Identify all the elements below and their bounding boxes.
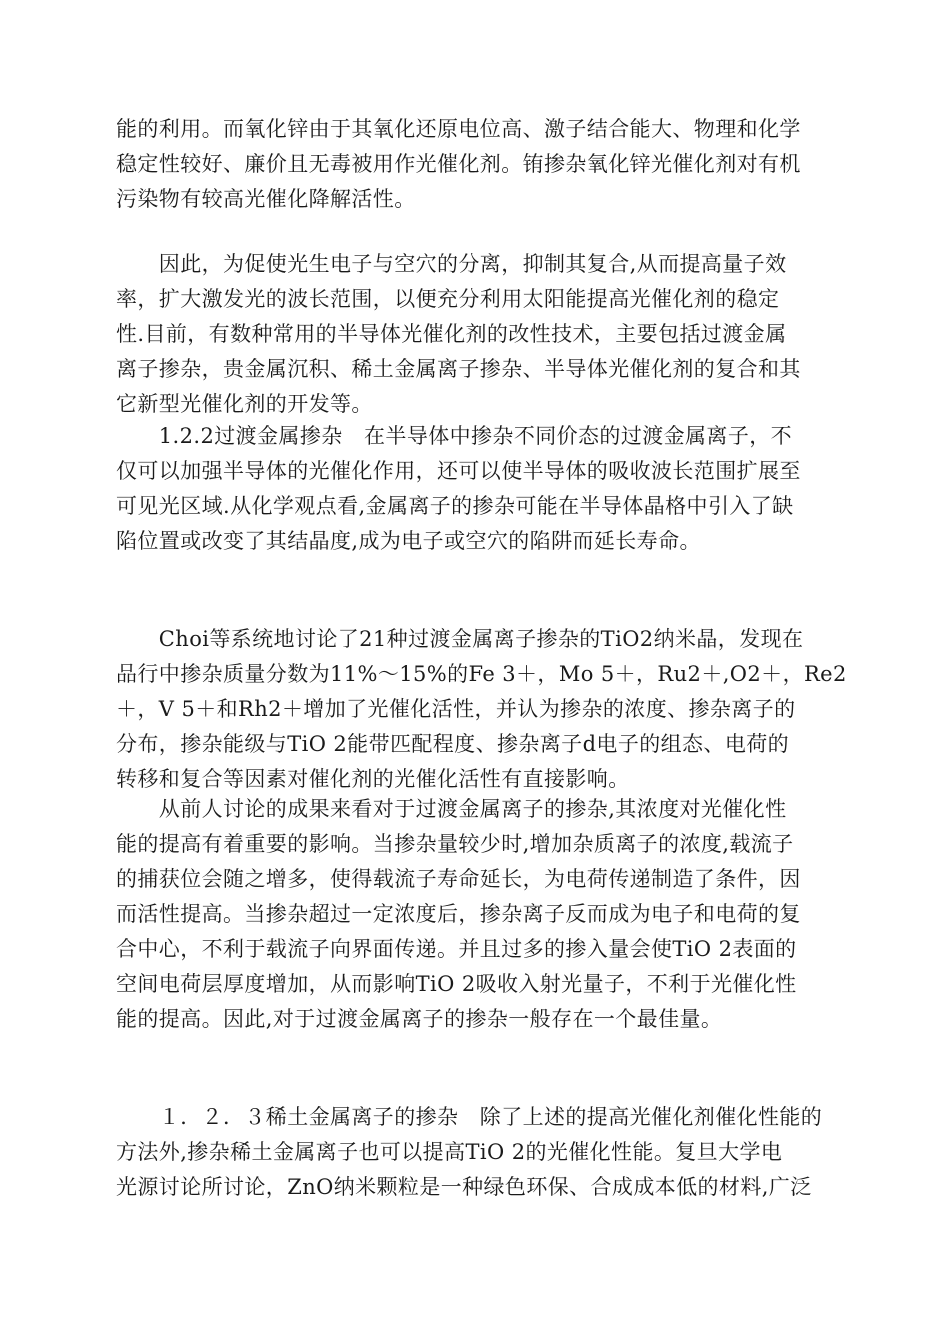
text-line: 仅可以加强半导体的光催化作用，还可以使半导体的吸收波长范围扩展至 — [116, 459, 801, 483]
text-line: 从前人讨论的成果来看对于过渡金属离子的掺杂,其浓度对光催化性 — [116, 797, 787, 821]
text-line: 1.2.2过渡金属掺杂 在半导体中掺杂不同价态的过渡金属离子，不 — [116, 424, 793, 448]
text-line: 的捕获位会随之增多，使得载流子寿命延长，为电荷传递制造了条件，因 — [116, 867, 801, 891]
text-line: 空间电荷层厚度增加，从而影响TiO 2吸收入射光量子，不利于光催化性 — [116, 972, 797, 996]
text-line: 离子掺杂，贵金属沉积、稀土金属离子掺杂、半导体光催化剂的复合和其 — [116, 357, 801, 381]
text-line: 污染物有较高光催化降解活性。 — [116, 187, 416, 211]
text-line: 因此，为促使光生电子与空穴的分离，抑制其复合,从而提高量子效 — [116, 252, 787, 276]
text-line: 性.目前，有数种常用的半导体光催化剂的改性技术，主要包括过渡金属 — [116, 322, 787, 346]
text-line: 可见光区域.从化学观点看,金属离子的掺杂可能在半导体晶格中引入了缺 — [116, 494, 794, 518]
paragraph-zno-photocatalyst — [116, 112, 836, 217]
text-line: 方法外,掺杂稀土金属离子也可以提高TiO 2的光催化性能。复旦大学电 — [116, 1140, 783, 1164]
text-line: １．２．３稀土金属离子的掺杂 除了上述的提高光催化剂催化性能的 — [116, 1105, 823, 1129]
paragraph-modification-techniques — [116, 247, 836, 422]
text-line: 能的提高。因此,对于过渡金属离子的掺杂一般存在一个最佳量。 — [116, 1007, 723, 1031]
text-line: 合中心，不利于载流子向界面传递。并且过多的掺入量会使TiO 2表面的 — [116, 937, 797, 961]
text-line: ＋，V 5＋和Rh2＋增加了光催化活性，并认为掺杂的浓度、掺杂离子的 — [116, 697, 796, 721]
text-line: 陷位置或改变了其结晶度,成为电子或空穴的陷阱而延长寿命。 — [116, 529, 701, 553]
text-line: 品行中掺杂质量分数为11%～15%的Fe 3＋，Mo 5＋，Ru2＋,O2＋，Re2 — [116, 662, 847, 686]
text-line: Choi等系统地讨论了21种过渡金属离子掺杂的TiO2纳米晶，发现在 — [116, 627, 804, 651]
paragraph-section-1-2-3 — [116, 1100, 836, 1205]
text-line: 它新型光催化剂的开发等。 — [116, 392, 373, 416]
text-line: 分布，掺杂能级与TiO 2能带匹配程度、掺杂离子d电子的组态、电荷的 — [116, 732, 790, 756]
paragraph-choi-study — [116, 622, 847, 797]
text-line: 能的利用。而氧化锌由于其氧化还原电位高、激子结合能大、物理和化学 — [116, 117, 801, 141]
text-line: 能的提高有着重要的影响。当掺杂量较少时,增加杂质离子的浓度,载流子 — [116, 832, 794, 856]
paragraph-doping-concentration — [116, 792, 836, 1037]
text-line: 率，扩大激发光的波长范围，以便充分利用太阳能提高光催化剂的稳定 — [116, 287, 780, 311]
text-line: 转移和复合等因素对催化剂的光催化活性有直接影响。 — [116, 767, 630, 791]
text-line: 而活性提高。当掺杂超过一定浓度后，掺杂离子反而成为电子和电荷的复 — [116, 902, 801, 926]
text-line: 稳定性较好、廉价且无毒被用作光催化剂。铕掺杂氧化锌光催化剂对有机 — [116, 152, 801, 176]
paragraph-section-1-2-2 — [116, 419, 836, 559]
text-line: 光源讨论所讨论，ZnO纳米颗粒是一种绿色环保、合成成本低的材料,广泛 — [116, 1175, 812, 1199]
